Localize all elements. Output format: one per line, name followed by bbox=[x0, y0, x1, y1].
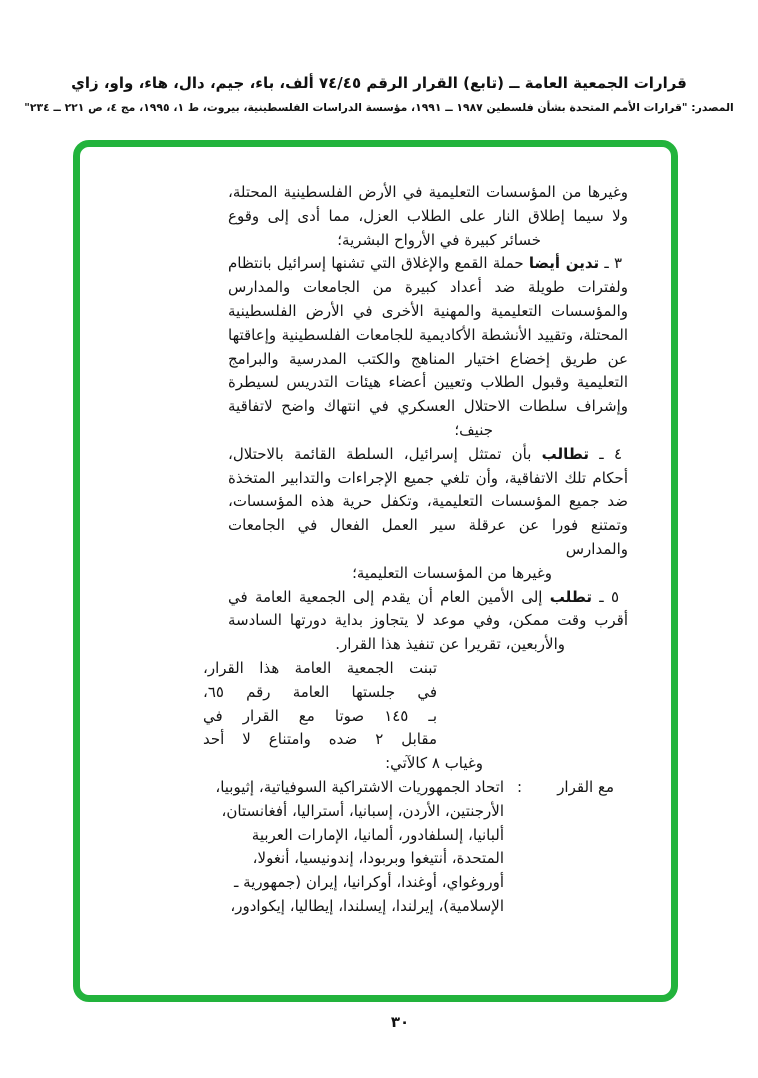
text-line: وتمتنع فورا عن عرقلة سير العمل الفعال في الجامعات والمدارس bbox=[228, 516, 628, 558]
vote-label-text: مع القرار bbox=[557, 777, 614, 796]
text-line: التعليمية وقبول الطلاب وتعيين أعضاء هيئات التدريس لسيطرة bbox=[228, 373, 628, 392]
text-line: والأربعين، تقريرا عن تنفيذ هذا القرار. bbox=[335, 635, 565, 654]
text-line: خسائر كبيرة في الأرواح البشرية؛ bbox=[337, 230, 541, 249]
vote-record bbox=[215, 776, 628, 919]
text-line: اتحاد الجمهوريات الاشتراكية السوفياتية، إثيوبيا، bbox=[215, 777, 504, 796]
text-line: الإسلامية)، إيرلندا، إيسلندا، إيطاليا، إيكوادور، bbox=[230, 896, 504, 915]
line-rest: إلى الأمين العام أن يقدم إلى الجمعية العامة في bbox=[228, 587, 550, 606]
text-line bbox=[228, 252, 628, 276]
text-line: وغيرها من المؤسسات التعليمية في الأرض الفلسطينية المحتلة، bbox=[228, 183, 628, 201]
text-line: ضد جميع المؤسسات التعليمية، وتكفل حرية هذه المؤسسات، bbox=[228, 492, 628, 511]
text-line: أوروغواي، أوغندا، أوكرانيا، إيران (جمهورية ـ bbox=[234, 873, 504, 892]
text-line: في جلستها العامة رقم ٦٥، bbox=[203, 682, 437, 701]
item-verb-bold: تطلب bbox=[549, 587, 592, 606]
text-line: تبنت الجمعية العامة هذا القرار، bbox=[203, 658, 437, 677]
item-number: ٥ ـ bbox=[592, 587, 619, 606]
text-line: ولفترات طويلة ضد أعداد كبيرة من الجامعات والمدارس bbox=[228, 278, 628, 297]
text-line: وإشراف سلطات الاحتلال العسكري في انتهاك واضح لاتفاقية bbox=[228, 397, 628, 416]
item-number: ٤ ـ bbox=[589, 444, 622, 463]
text-line: الأرجنتين، الأردن، إسبانيا، أستراليا، أفغانستان، bbox=[221, 801, 504, 820]
text-line: جنيف؛ bbox=[454, 420, 493, 439]
text-line bbox=[228, 586, 628, 610]
paragraph-3 bbox=[228, 252, 628, 442]
text-line: عن طريق إخضاع اختيار المناهج والكتب المدرسية والبرامج bbox=[228, 349, 628, 368]
paragraph-4 bbox=[228, 443, 628, 586]
text-line: والمؤسسات التعليمية والمهنية الأخرى في الأرض الفلسطينية bbox=[228, 301, 628, 320]
vote-country-list bbox=[163, 776, 504, 919]
text-line: المتحدة، أنتيغوا وبربودا، إندونيسيا، أنغولا، bbox=[252, 849, 504, 868]
text-line: المحتلة، وتقييد الأنشطة الأكاديمية للجامعات الفلسطينية وإعاقتها bbox=[228, 325, 628, 344]
text-line bbox=[228, 443, 628, 467]
item-number: ٣ ـ bbox=[599, 254, 623, 273]
paragraph-continuation bbox=[228, 181, 628, 252]
text-line: أحكام تلك الاتفاقية، وأن تلغي جميع الإجراءات والتدابير المتخذة bbox=[228, 468, 628, 487]
vote-label bbox=[517, 776, 614, 800]
text-line: وغيرها من المؤسسات التعليمية؛ bbox=[352, 563, 552, 582]
text-line: ولا سيما إطلاق النار على الطلاب العزل، مما أدى إلى وقوع bbox=[228, 206, 628, 225]
text-line: ألبانيا، إلسلفادور، ألمانيا، الإمارات العربية bbox=[251, 825, 504, 844]
paragraph-5 bbox=[228, 586, 628, 657]
text-line: أقرب وقت ممكن، وفي موعد لا يتجاوز بداية دورتها السادسة bbox=[228, 611, 628, 630]
text-line: بـ ١٤٥ صوتا مع القرار في bbox=[203, 706, 437, 725]
line-rest: بأن تمتثل إسرائيل، السلطة القائمة بالاحتلال، bbox=[228, 444, 542, 463]
item-verb-bold: تدين أيضا bbox=[528, 254, 600, 273]
text-line: وغياب ٨ كالآتي: bbox=[385, 754, 483, 773]
item-verb-bold: تطالب bbox=[541, 444, 590, 463]
vote-label-colon: : bbox=[517, 777, 523, 796]
header-source: المصدر: "قرارات الأمم المتحدة بشأن فلسطين ١٩٨٧ ــ ١٩٩١، مؤسسة الدراسات الفلسطينية، بيروت، ط ١، ١٩٩٥، مج ٤، ص ٢٢١ ــ ٢٣٤" bbox=[24, 101, 734, 114]
header-title: قرارات الجمعية العامة ــ (تابع) القرار الرقم ٧٤/٤٥ ألف، باء، جيم، دال، هاء، واو، زاي bbox=[71, 74, 687, 92]
line-rest: حملة القمع والإغلاق التي تشنها إسرائيل بانتظام bbox=[228, 254, 529, 273]
text-line: مقابل ٢ ضده وامتناع لا أحد bbox=[203, 730, 437, 749]
adoption-note bbox=[203, 657, 483, 776]
page-header bbox=[0, 72, 758, 116]
body-text bbox=[203, 181, 628, 919]
page-number: ٣٠ bbox=[390, 1013, 410, 1031]
